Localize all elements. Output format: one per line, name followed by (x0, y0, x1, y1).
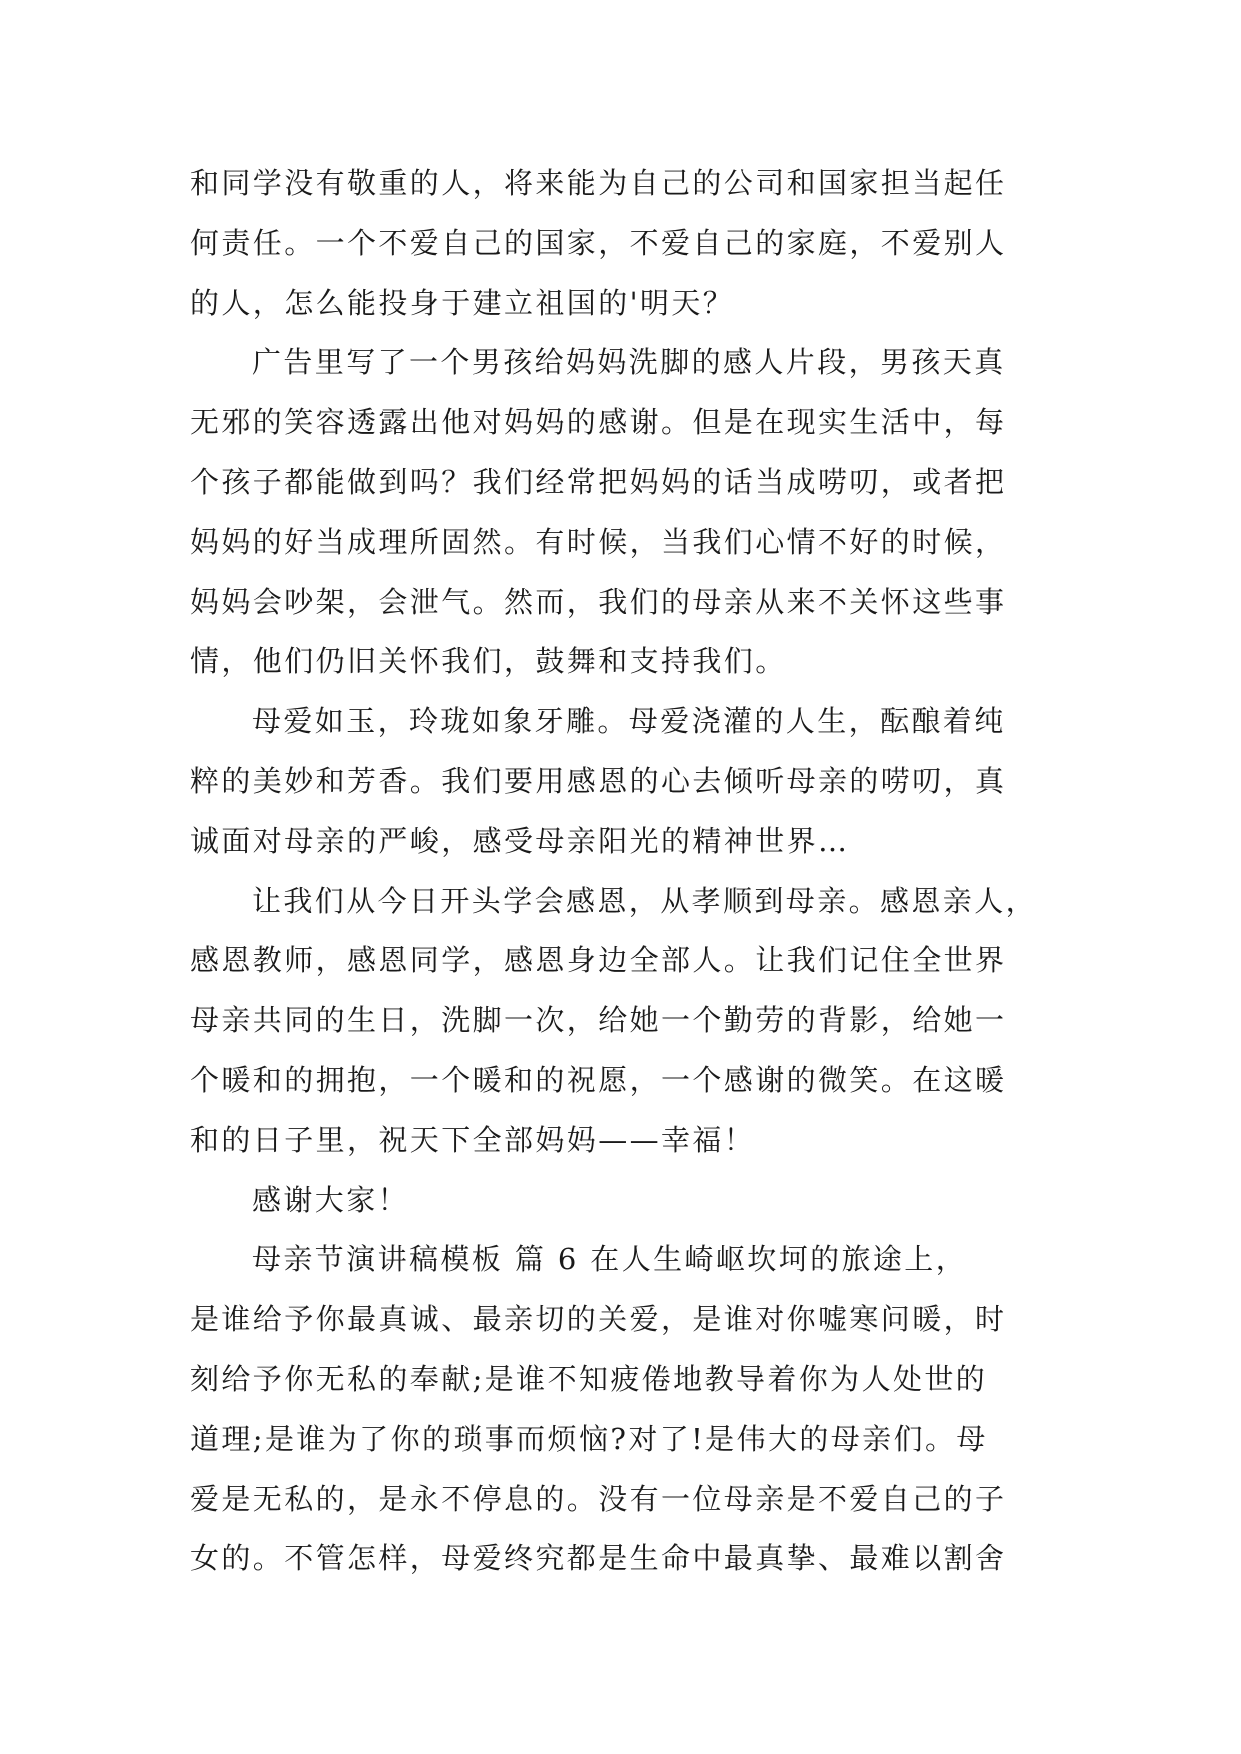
text-line: 爱是无私的，是永不停息的。没有一位母亲是不爱自己的子 (190, 1481, 1007, 1516)
text-line: 个暖和的拥抱，一个暖和的祝愿，一个感谢的微笑。在这暖 (190, 1062, 1007, 1097)
text-line: 情，他们仍旧关怀我们，鼓舞和支持我们。 (190, 644, 787, 679)
text-line: 妈妈会吵架，会泄气。然而，我们的母亲从来不关怀这些事 (190, 584, 1007, 619)
text-line: 和的日子里，祝天下全部妈妈——幸福！ (190, 1122, 756, 1157)
text-line: 母亲节演讲稿模板 篇 6 在人生崎岖坎坷的旅途上， (252, 1242, 968, 1277)
text-line: 和同学没有敬重的人，将来能为自己的公司和国家担当起任 (190, 166, 1007, 200)
text-line: 刻给予你无私的奉献;是谁不知疲倦地教导着你为人处世的 (190, 1361, 988, 1396)
text-line: 道理;是谁为了你的琐事而烦恼?对了!是伟大的母亲们。母 (190, 1421, 988, 1456)
text-line: 让我们从今日开头学会感恩，从孝顺到母亲。感恩亲人， (252, 883, 1038, 918)
text-line: 母爱如玉，玲珑如象牙雕。母爱浇灌的人生，酝酿着纯 (252, 704, 1006, 739)
text-line: 无邪的笑容透露出他对妈妈的感谢。但是在现实生活中，每 (190, 405, 1007, 440)
text-line: 个孩子都能做到吗？我们经常把妈妈的话当成唠叨，或者把 (190, 464, 1007, 499)
body-text (190, 154, 1070, 1589)
text-line: 诚面对母亲的严峻，感受母亲阳光的精神世界… (190, 823, 850, 858)
text-line: 感谢大家！ (252, 1182, 410, 1217)
text-line: 感恩教师，感恩同学，感恩身边全部人。让我们记住全世界 (190, 943, 1007, 978)
text-line: 是谁给予你最真诚、最亲切的关爱，是谁对你嘘寒问暖，时 (190, 1302, 1007, 1337)
text-line: 女的。不管怎样，母爱终究都是生命中最真挚、最难以割舍 (190, 1541, 1007, 1576)
text-line: 的人，怎么能投身于建立祖国的'明天？ (190, 285, 735, 320)
text-line: 广告里写了一个男孩给妈妈洗脚的感人片段，男孩天真 (252, 345, 1006, 380)
text-line: 妈妈的好当成理所固然。有时候，当我们心情不好的时候， (190, 524, 1007, 559)
text-line: 粹的美妙和芳香。我们要用感恩的心去倾听母亲的唠叨，真 (190, 763, 1007, 798)
text-line: 何责任。一个不爱自己的国家，不爱自己的家庭，不爱别人 (190, 225, 1007, 260)
text-line: 母亲共同的生日，洗脚一次，给她一个勤劳的背影，给她一 (190, 1003, 1007, 1038)
